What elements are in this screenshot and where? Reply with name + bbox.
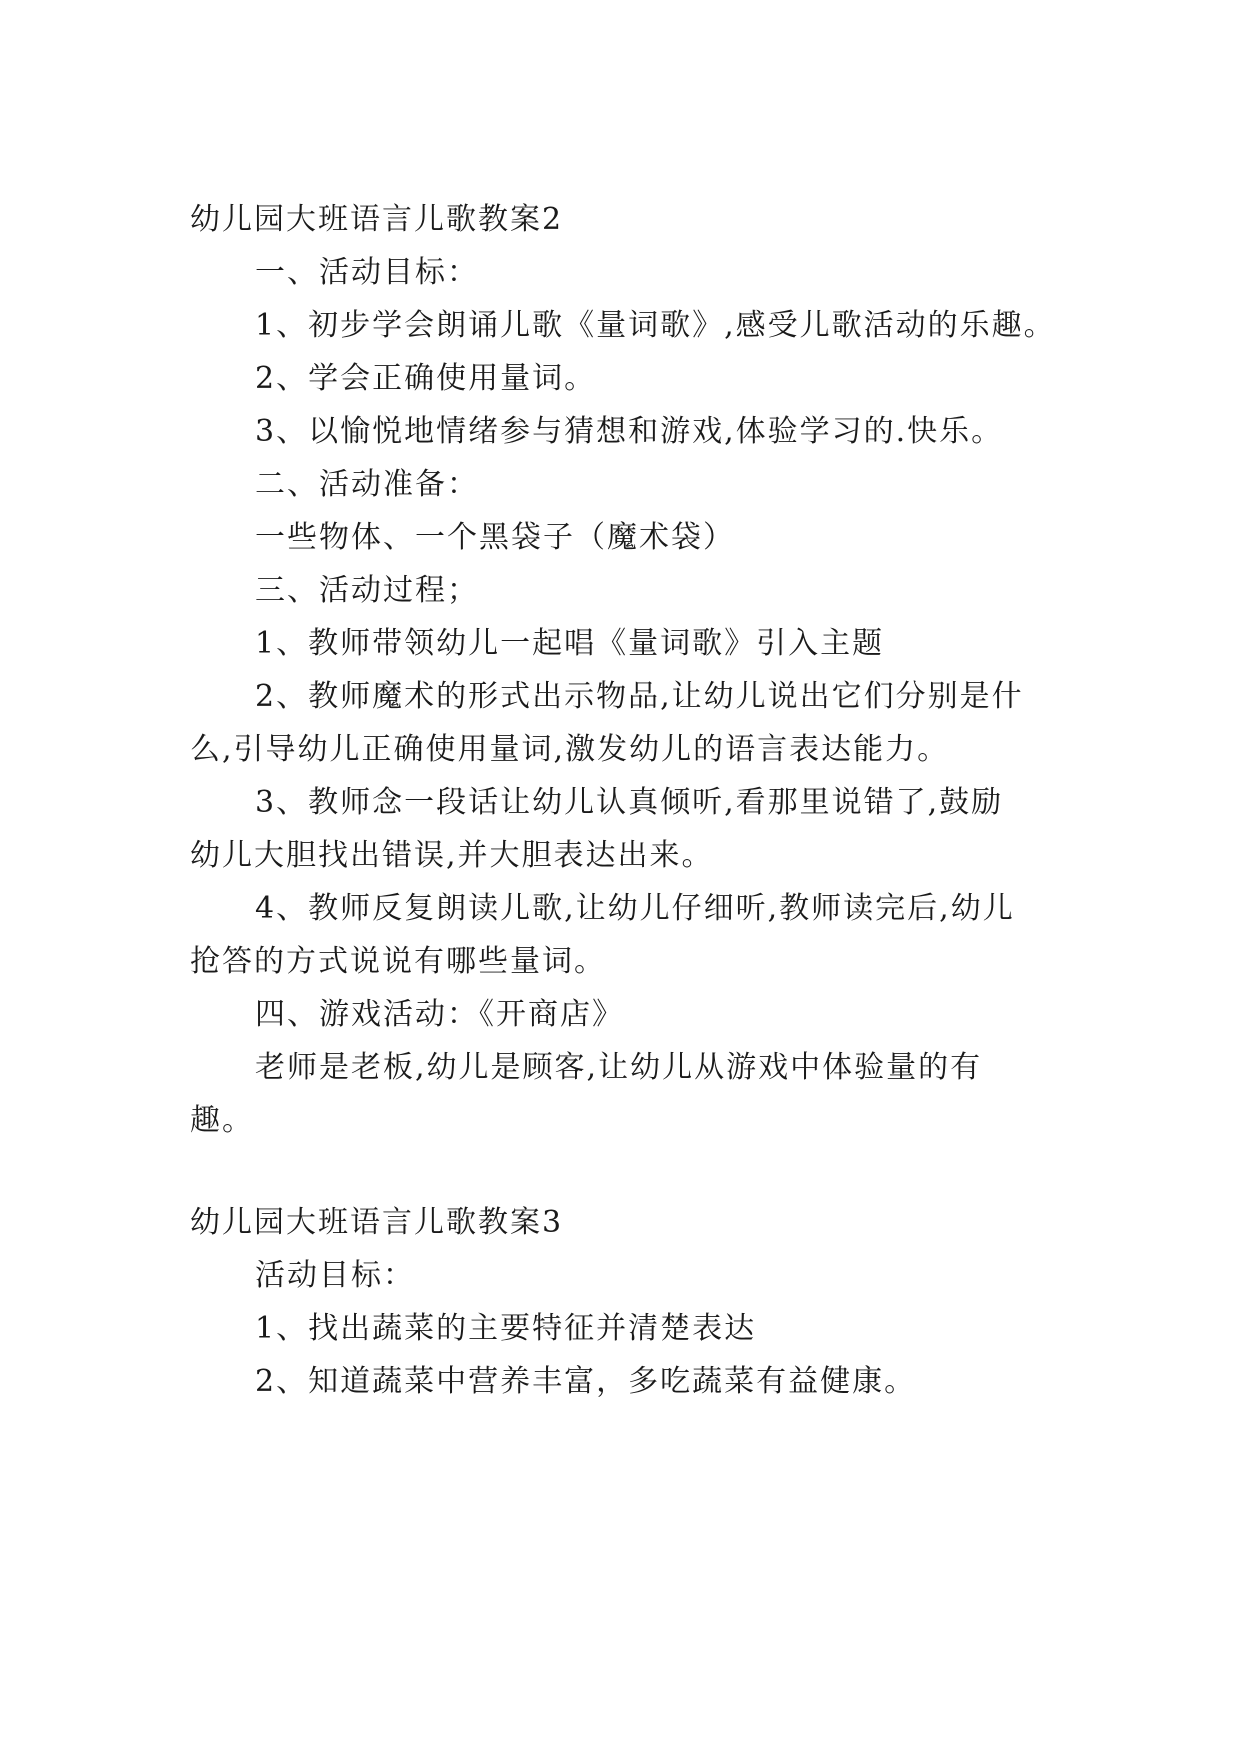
- goal-heading: 一、活动目标：: [255, 255, 479, 290]
- prep-text: 一些物体、一个黑袋子（魔术袋）: [255, 520, 735, 555]
- process-step-4-line-1: 4、教师反复朗读儿歌,让幼儿仔细听,教师读完后,幼儿: [255, 891, 1015, 926]
- process-step-4-line-2: 抢答的方式说说有哪些量词。: [190, 944, 606, 979]
- section-3-goal-item-1: 1、找出蔬菜的主要特征并清楚表达: [255, 1311, 757, 1346]
- game-text-line-1: 老师是老板,幼儿是顾客,让幼儿从游戏中体验量的有: [255, 1050, 983, 1085]
- section-3-title: 幼儿园大班语言儿歌教案3: [190, 1205, 564, 1240]
- game-text-line-2: 趣。: [190, 1103, 254, 1138]
- goal-item-2: 2、学会正确使用量词。: [255, 361, 597, 396]
- prep-heading: 二、活动准备：: [255, 467, 479, 502]
- process-step-3-line-1: 3、教师念一段话让幼儿认真倾听,看那里说错了,鼓励: [255, 785, 1004, 820]
- section-3-goal-heading: 活动目标：: [255, 1258, 415, 1293]
- process-step-3-line-2: 幼儿大胆找出错误,并大胆表达出来。: [190, 838, 714, 873]
- process-step-2-line-2: 么,引导幼儿正确使用量词,激发幼儿的语言表达能力。: [190, 732, 950, 767]
- section-3-goal-item-2: 2、知道蔬菜中营养丰富，多吃蔬菜有益健康。: [255, 1364, 917, 1399]
- game-heading: 四、游戏活动：《开商店》: [255, 997, 624, 1032]
- process-step-2-line-1: 2、教师魔术的形式出示物品,让幼儿说出它们分别是什: [255, 679, 1024, 714]
- section-2-title: 幼儿园大班语言儿歌教案2: [190, 202, 564, 237]
- goal-item-1: 1、初步学会朗诵儿歌《量词歌》,感受儿歌活动的乐趣。: [255, 308, 1056, 343]
- process-heading: 三、活动过程；: [255, 573, 479, 608]
- process-step-1: 1、教师带领幼儿一起唱《量词歌》引入主题: [255, 626, 885, 661]
- goal-item-3: 3、以愉悦地情绪参与猜想和游戏,体验学习的.快乐。: [255, 414, 1004, 449]
